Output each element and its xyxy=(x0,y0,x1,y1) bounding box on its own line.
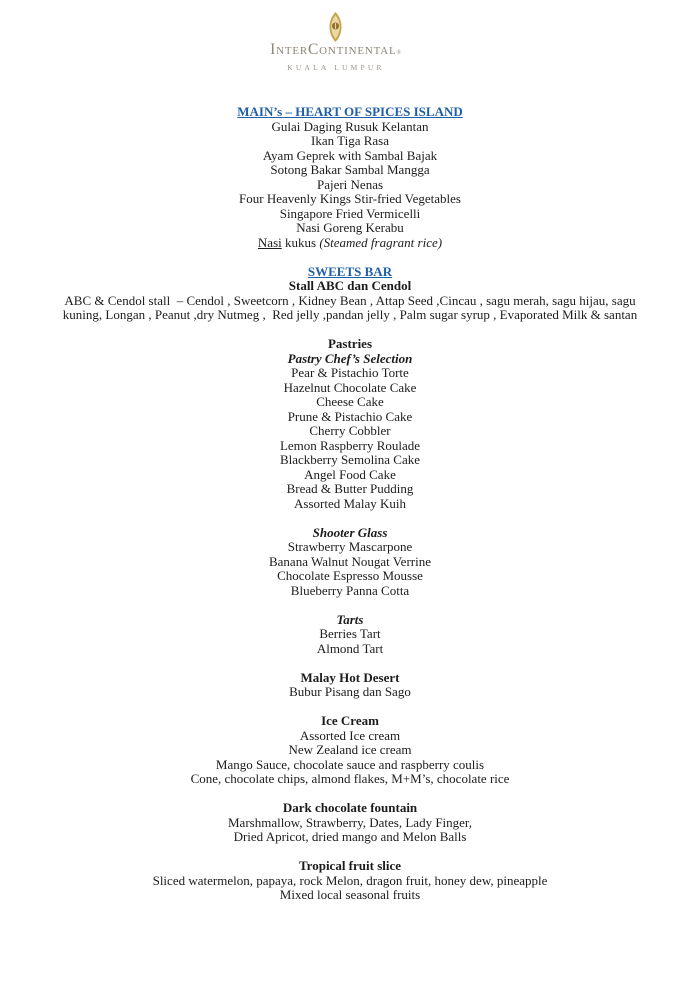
menu-item: New Zealand ice cream xyxy=(288,742,412,757)
menu-item: Berries Tart xyxy=(319,626,381,641)
section-heading: SWEETS BAR xyxy=(307,263,393,279)
menu-item: Chocolate Espresso Mousse xyxy=(277,568,423,583)
menu-item: Angel Food Cake xyxy=(304,466,396,482)
menu-item: Prune & Pistachio Cake xyxy=(287,408,413,424)
menu-item: Sotong Bakar Sambal Mangga xyxy=(270,162,430,177)
menu-item: Assorted Ice cream xyxy=(299,727,401,743)
section-heading: Tarts xyxy=(336,611,364,627)
menu-item-segment: (Steamed fragrant rice) xyxy=(319,234,443,250)
menu-item: Cheese Cake xyxy=(316,394,384,409)
menu-item: Blueberry Panna Cotta xyxy=(290,582,410,598)
menu-item: ABC & Cendol stall – Cendol , Sweetcorn , Kidney Bean , Attap Seed ,Cincau , sagu merah, sagu hijau, sagu xyxy=(64,292,636,308)
menu-item: Gulai Daging Rusuk Kelantan xyxy=(271,118,429,134)
menu-document xyxy=(0,105,700,903)
section-heading: Tropical fruit slice xyxy=(298,858,402,873)
menu-section xyxy=(0,714,700,787)
section-subheading: Pastry Chef’s Selection xyxy=(287,350,413,366)
section-heading: Dark chocolate fountain xyxy=(282,800,418,815)
brand-text: InterContinental xyxy=(270,41,397,58)
menu-item: Hazelnut Chocolate Cake xyxy=(283,379,417,395)
hotel-logo xyxy=(270,12,402,72)
menu-item: Banana Walnut Nougat Verrine xyxy=(268,553,431,569)
menu-item: Four Heavenly Kings Stir-fried Vegetables xyxy=(239,191,461,206)
menu-item: Assorted Malay Kuih xyxy=(294,495,406,511)
menu-section xyxy=(0,526,700,599)
menu-item: Bubur Pisang dan Sago xyxy=(289,684,411,699)
hotel-location: KUALA LUMPUR xyxy=(287,63,385,72)
menu-item: kuning, Longan , Peanut ,dry Nutmeg , Red jelly ,pandan jelly , Palm sugar syrup , Evaporated Milk & santan xyxy=(62,307,638,322)
menu-item: Marshmallow, Strawberry, Dates, Lady Finger, xyxy=(227,814,472,830)
menu-item xyxy=(0,236,700,251)
menu-item: Mango Sauce, chocolate sauce and raspberry coulis xyxy=(215,756,485,772)
menu-item: Singapore Fried Vermicelli xyxy=(279,205,421,221)
registered-mark: ® xyxy=(396,50,402,56)
menu-item: Ikan Tiga Rasa xyxy=(311,133,389,148)
menu-section xyxy=(0,265,700,323)
menu-section xyxy=(0,671,700,700)
menu-item-segment: kukus xyxy=(281,234,320,250)
menu-item: Cherry Cobbler xyxy=(309,423,391,438)
menu-section xyxy=(0,859,700,903)
menu-item: Mixed local seasonal fruits xyxy=(279,887,421,902)
menu-item: Strawberry Mascarpone xyxy=(287,539,413,554)
menu-item: Blackberry Semolina Cake xyxy=(279,452,421,467)
hotel-brand-name xyxy=(270,43,402,60)
menu-item: Dried Apricot, dried mango and Melon Balls xyxy=(233,829,467,844)
section-subheading: Stall ABC dan Cendol xyxy=(288,278,412,293)
section-heading: Shooter Glass xyxy=(312,524,388,540)
menu-item: Sliced watermelon, papaya, rock Melon, dragon fruit, honey dew, pineapple xyxy=(152,872,548,888)
gold-marquise-emblem-icon xyxy=(329,12,342,42)
menu-item: Bread & Butter Pudding xyxy=(286,481,414,496)
menu-item: Nasi Goreng Kerabu xyxy=(296,220,404,235)
menu-item: Ayam Geprek with Sambal Bajak xyxy=(262,147,438,163)
menu-item: Cone, chocolate chips, almond flakes, M+M’s, chocolate rice xyxy=(190,771,510,786)
section-heading: Pastries xyxy=(327,336,373,351)
menu-section xyxy=(0,337,700,511)
menu-item: Almond Tart xyxy=(316,640,384,656)
menu-section xyxy=(0,613,700,657)
menu-section xyxy=(0,105,700,250)
menu-item: Pear & Pistachio Torte xyxy=(291,365,409,380)
menu-item: Lemon Raspberry Roulade xyxy=(279,437,421,453)
menu-item-segment: Nasi xyxy=(257,234,282,250)
section-heading: Ice Cream xyxy=(321,713,379,728)
section-heading: Malay Hot Desert xyxy=(300,669,400,685)
menu-item: Pajeri Nenas xyxy=(316,176,384,192)
menu-section xyxy=(0,801,700,845)
section-heading: MAIN’s – HEART OF SPICES ISLAND xyxy=(237,104,463,119)
